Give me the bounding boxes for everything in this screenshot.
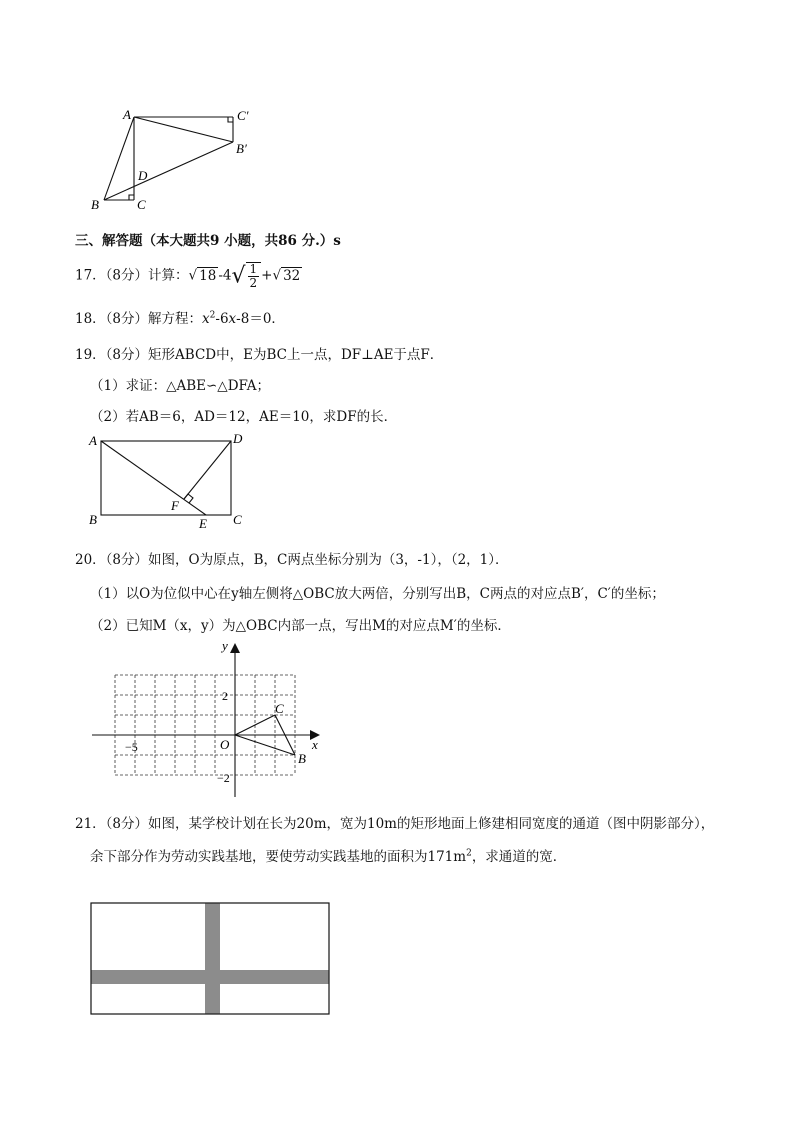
label-c-prime: C′ bbox=[237, 108, 249, 123]
label-a: A bbox=[89, 433, 97, 448]
q17-prefix: 17．（8分）计算： bbox=[75, 267, 189, 284]
q17-plus: + bbox=[261, 267, 273, 284]
figure-q16 bbox=[85, 105, 275, 215]
origin-label: O bbox=[220, 737, 230, 752]
label-d: D bbox=[138, 168, 148, 183]
tick-label-minus-2: −2 bbox=[217, 771, 230, 785]
question-19-part-1: （1）求证：△ABE∽△DFA； bbox=[90, 378, 270, 394]
label-d: D bbox=[233, 431, 243, 446]
question-20-part-2: （2）已知M（x，y）为△OBC内部一点，写出M的对应点M′的坐标． bbox=[90, 618, 511, 634]
tick-label-minus-5: −5 bbox=[125, 740, 138, 754]
label-c: C bbox=[275, 701, 284, 716]
question-19-part-2: （2）若AB＝6，AD＝12，AE＝10，求DF的长． bbox=[90, 409, 398, 425]
label-c: C bbox=[233, 512, 242, 527]
question-18: 18．（8分）解方程：$x^2-6x-8=0$． bbox=[75, 310, 285, 327]
question-21-line-2: 余下部分作为劳动实践基地，要使劳动实践基地的面积为$171m^2$，求通道的宽． bbox=[90, 848, 567, 865]
label-c: C bbox=[137, 197, 146, 212]
question-17 bbox=[75, 262, 302, 290]
question-21-line-1: 21．（8分）如图，某学校计划在长为20m，宽为10m的矩形地面上修建相同宽度的通道（图中阴影部分）， bbox=[75, 816, 715, 832]
question-20: 20．（8分）如图，O为原点，B，C两点坐标分别为（3，-1），（2，1）． bbox=[75, 552, 509, 568]
figure-q19 bbox=[85, 428, 255, 533]
figure-q21-rectangle-with-paths bbox=[85, 895, 340, 1025]
q17-minus: -4 bbox=[218, 267, 232, 284]
label-b: B bbox=[91, 197, 99, 212]
vertical-path bbox=[205, 903, 220, 1014]
sqrt-18: √ 18 bbox=[188, 267, 217, 284]
y-axis-arrow-icon bbox=[230, 643, 240, 653]
horizontal-path bbox=[91, 970, 329, 984]
label-e: E bbox=[199, 516, 207, 531]
question-19: 19．（8分）矩形ABCD中，E为BC上一点，DF⊥AE于点F． bbox=[75, 347, 444, 363]
section-3-title: 三、解答题（本大题共9 小题，共86 分.）s bbox=[75, 233, 341, 249]
label-b-prime: B′ bbox=[236, 141, 247, 156]
label-b: B bbox=[298, 751, 306, 766]
axis-label-y: y bbox=[222, 638, 228, 653]
label-a: A bbox=[123, 107, 131, 122]
axis-label-x: x bbox=[312, 737, 318, 752]
fraction-half: $\frac{1}{2}$ bbox=[246, 262, 262, 290]
label-f: F bbox=[171, 498, 179, 513]
sqrt-half: √ bbox=[231, 263, 246, 289]
tick-label-2: 2 bbox=[222, 689, 228, 703]
question-20-part-1: （1）以O为位似中心在y轴左侧将△OBC放大两倍，分别写出B，C两点的对应点B′，C′的坐标； bbox=[90, 586, 665, 602]
figure-q20-coordinate-grid bbox=[85, 635, 335, 805]
dashed-grid bbox=[115, 675, 295, 775]
sqrt-32: √ 32 bbox=[272, 267, 301, 284]
label-b: B bbox=[89, 512, 97, 527]
